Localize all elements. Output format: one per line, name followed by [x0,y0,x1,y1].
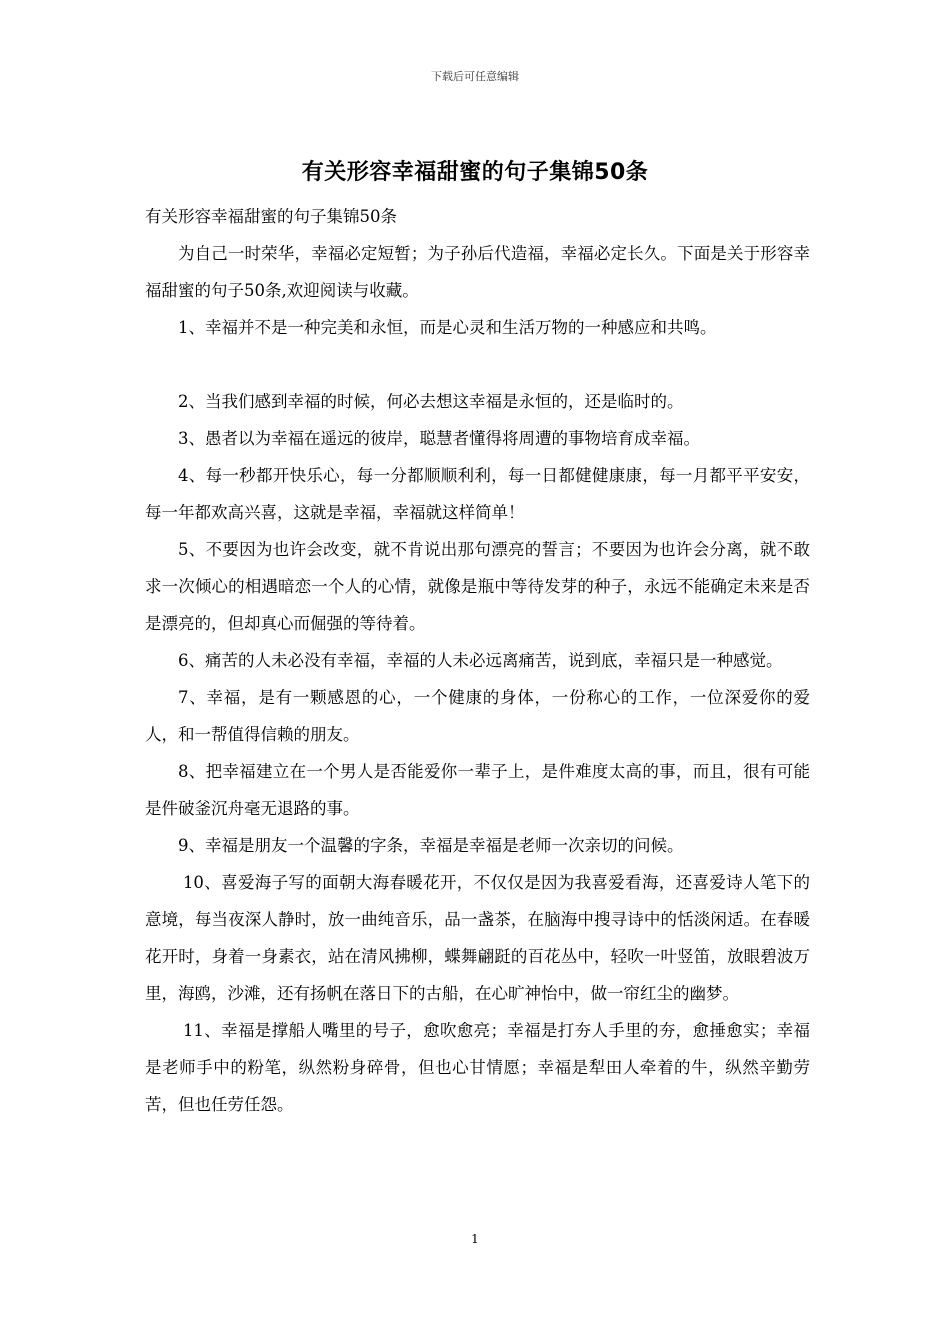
page-number: 1 [471,1232,479,1246]
list-item: 6、痛苦的人未必没有幸福，幸福的人未必远离痛苦，说到底，幸福只是一种感觉。 [178,651,783,670]
intro-paragraph: 为自己一时荣华，幸福必定短暂；为子孙后代造福，幸福必定长久。下面是关于形容幸福甜蜜的句子50条,欢迎阅读与收藏。 [145,244,810,300]
list-item: 3、愚者以为幸福在遥远的彼岸，聪慧者懂得将周遭的事物培育成幸福。 [178,429,700,448]
header-note: 下载后可任意编辑 [431,70,519,83]
list-item: 1、幸福并不是一种完美和永恒，而是心灵和生活万物的一种感应和共鸣。 [178,318,717,337]
list-item: 11、幸福是撑船人嘴里的号子，愈吹愈亮；幸福是打夯人手里的夯，愈捶愈实；幸福是老师手中的粉笔，纵然粉身碎骨，但也心甘情愿；幸福是犁田人牵着的牛，纵然辛勤劳苦，但也任劳任怨。 [145,1021,810,1114]
document-title: 有关形容幸福甜蜜的句子集锦50条 [301,160,649,185]
list-item: 7、幸福，是有一颗感恩的心，一个健康的身体，一份称心的工作，一位深爱你的爱人，和一帮值得信赖的朋友。 [145,688,810,744]
list-item: 10、喜爱海子写的面朝大海春暖花开，不仅仅是因为我喜爱看海，还喜爱诗人笔下的意境，每当夜深人静时，放一曲纯音乐，品一盏茶，在脑海中搜寻诗中的恬淡闲适。在春暖花开时，身着一身素衣，站在清风拂柳，蝶舞翩跹的百花丛中，轻吹一叶竖笛，放眼碧波万里，海鸥，沙滩，还有扬帆在落日下的古船，在心旷神怡中，做一帘红尘的幽梦。 [145,873,810,1003]
blank-line [145,346,810,383]
document-subtitle: 有关形容幸福甜蜜的句子集锦50条 [145,207,397,226]
list-item: 9、幸福是朋友一个温馨的字条，幸福是幸福是老师一次亲切的问候。 [178,836,684,855]
list-item: 2、当我们感到幸福的时候，何必去想这幸福是永恒的，还是临时的。 [178,392,684,411]
list-item: 4、每一秒都开快乐心，每一分都顺顺利利，每一日都健健康康，每一月都平平安安，每一年都欢高兴喜，这就是幸福，幸福就这样简单！ [145,466,810,522]
document-body [145,198,810,1123]
list-item: 8、把幸福建立在一个男人是否能爱你一辈子上，是件难度太高的事，而且，很有可能是件破釜沉舟毫无退路的事。 [145,762,810,818]
list-item: 5、不要因为也许会改变，就不肯说出那句漂亮的誓言；不要因为也许会分离，就不敢求一次倾心的相遇暗恋一个人的心情，就像是瓶中等待发芽的种子，永远不能确定未来是否是漂亮的，但却真心而倔强的等待着。 [145,540,810,633]
